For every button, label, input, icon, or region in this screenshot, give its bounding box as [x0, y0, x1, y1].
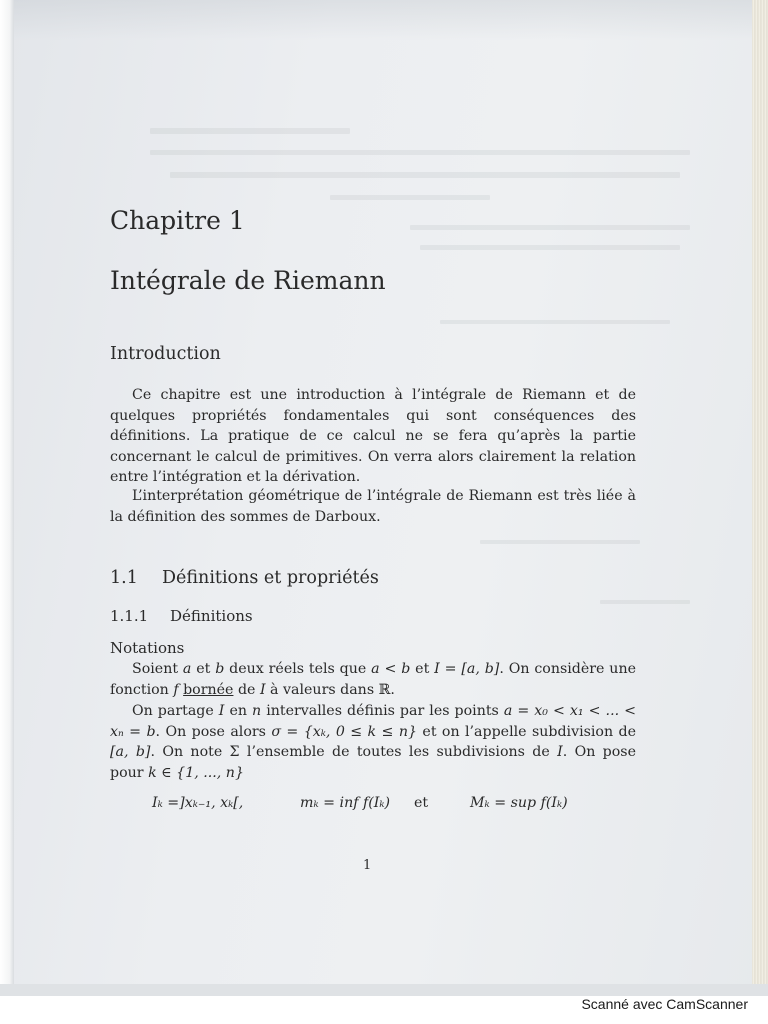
- scanner-watermark: Scanné avec CamScanner: [581, 996, 748, 1012]
- show-through-mark: [440, 320, 670, 324]
- page-stack-edge: [752, 0, 768, 996]
- formula-sup: Mₖ = sup f(Iₖ): [470, 795, 568, 811]
- show-through-mark: [410, 225, 690, 230]
- subsection-heading: [110, 607, 253, 625]
- underlined-word: bornée: [183, 681, 234, 698]
- chapter-title: Intégrale de Riemann: [110, 266, 386, 295]
- section-heading: [110, 568, 379, 588]
- chapter-label: Chapitre 1: [110, 206, 245, 235]
- show-through-mark: [420, 245, 680, 250]
- show-through-mark: [480, 540, 640, 544]
- page-number: 1: [363, 858, 372, 873]
- formula-interval: Iₖ =]xₖ₋₁, xₖ[,: [152, 795, 244, 811]
- display-formula: [152, 795, 568, 811]
- notations-paragraph: Soient a et b deux réels tels que a < b et I = [a, b]. On considère une fonction f bornée de I à valeurs dans ℝ.: [110, 661, 636, 698]
- show-through-mark: [150, 128, 350, 134]
- page-left-edge: [0, 0, 14, 996]
- introduction-heading: Introduction: [110, 344, 221, 364]
- section-number: 1.1: [110, 568, 138, 588]
- page-shadow: [0, 0, 768, 40]
- page-bottom-edge: [0, 984, 768, 996]
- subsection-number: 1.1.1: [110, 607, 149, 625]
- formula-connector: et: [414, 795, 429, 811]
- formula-inf: mₖ = inf f(Iₖ): [300, 795, 391, 811]
- section-title: Définitions et propriétés: [162, 568, 379, 588]
- show-through-mark: [330, 195, 490, 200]
- show-through-mark: [600, 600, 690, 604]
- show-through-mark: [170, 172, 680, 178]
- introduction-paragraph: Ce chapitre est une introduction à l’intégrale de Riemann et de quelques propriétés fondamentales qui sont conséquences des définitions. La pratique de ce calcul ne se fera qu’après la partie concernant le calcul de primitives. On verra alors clairement la relation entre l’intégration et la dérivation.: [110, 387, 636, 485]
- introduction-paragraph: L’interprétation géométrique de l’intégrale de Riemann est très liée à la définition des sommes de Darboux.: [110, 488, 636, 525]
- show-through-mark: [150, 150, 690, 155]
- notations-paragraph: On partage I en n intervalles définis par les points a = x₀ < x₁ < ... < xₙ = b. On pose alors σ = {xₖ, 0 ≤ k ≤ n} et on l’appelle subdivision de [a, b]. On note Σ l’ensemble de toutes les subdivisions de I. On pose pour k ∈ {1, ..., n}: [110, 703, 637, 781]
- subsection-title: Définitions: [170, 607, 253, 625]
- notations-heading: Notations: [110, 639, 185, 657]
